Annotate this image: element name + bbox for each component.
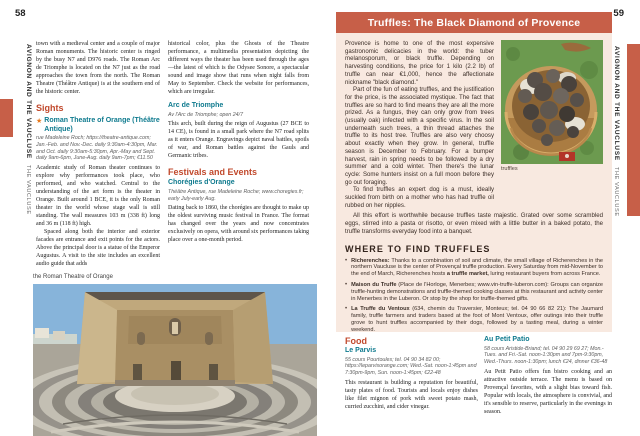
chapter-title-vertical: AVIGNON AND THE VAUCLUSE (25, 44, 32, 159)
intro-paragraph: town with a medieval center and a couple of major Roman monuments. The historic center is ringed by the busy N7 and D976 roads. The Roman Arc de Triomphe is located on the N7 just as the road approaches the town from the north. The Roman Theatre (Théâtre Antique) is at the southern end of the historic center. (36, 41, 160, 95)
chapter-title-vertical: AVIGNON AND THE VAUCLUSE (613, 46, 620, 161)
truffle-p4: All this effort is worthwhile because truffles taste majestic. Grated over some scrambled eggs, stirred into a pasta or risotto, or even mixed with a little butter in a baked potato, the truffle transforms everyday food into a banquet. (345, 212, 603, 235)
bullet-body: (Place de l'Horloge, Menerbes; www.vin-truffe-luberon.com): Groups can organize truffle-hunting demonstrations and truffle-themed cooking classes at this restaurant and activity center in Menerbes in the Luberon. Or stop by the shop for truffle-themed gifts. (351, 281, 603, 302)
photo-caption-truffles: truffles (501, 166, 518, 172)
roman-theatre-photo (33, 284, 317, 436)
bullet-lead: La Truffe du Ventoux (351, 306, 410, 313)
left-page-column-2 (168, 40, 309, 244)
arc-body: This arch, built during the reign of Augustus (27 BCE to 14 CE), is found in a small park where the N7 road splits as it enters Orange. Engravings depict naval battles, spoils of war, and Roman battles against the Gauls and Germanic tribes. (168, 121, 309, 160)
arc-details: Av l'Arc de Triomphe; open 24/7 (168, 111, 244, 118)
truffle-p2: Part of the fun of eating truffles, and the justification for the price, is the associated mystique. The fact that truffles are so hard to find means they are all the more prized. As a fungus, they can only grow from trees (usually oak) infected with a specific virus. In the soil underneath such trees, a thin thread attaches the truffle to its host tree. Truffles are also very choosy about exactly when they grow. In general, truffle season is December to February. For a bumper harvest, rain in spring needs to be followed by a dry summer and a cold winter. Then there's the lunar cycle: Some hunters insist on a full moon before they go out foraging. (345, 86, 494, 186)
left-page-column-1 (36, 40, 160, 268)
bullet-icon: • (345, 257, 348, 264)
section-title-vertical: THE VAUCLUSE (25, 165, 31, 216)
where-to-find-truffles-heading: WHERE TO FIND TRUFFLES (345, 243, 491, 254)
chapter-tab-right (627, 44, 640, 216)
listing-details: rue Madeleine Roch; https://theatre-antique.com; Jan.-Feb. and Nov.-Dec. daily 9:30am-4:30pm, Mar. and Oct. daily 9:30am-5:30pm, Apr.-May and Sept. daily 9am-6pm, June-Aug. daily 9am-7pm; €11.50 (36, 135, 158, 162)
bullet-body-end: luring restaurant buyers from across France. (488, 271, 601, 278)
restaurant-au-petit-patio-heading: Au Petit Patio (484, 336, 530, 343)
au-petit-patio-body: Au Petit Patio offers fun bistro cooking and an attractive outside terrace. The menu is based on Provençal favorites, with a slight bias toward fish. Popular with locals, the atmosphere is convivial, and it's sensible to reserve, particularly in the evenings in season. (484, 368, 612, 415)
bullet-la-truffe-du-ventoux (345, 306, 603, 332)
listing-roman-theatre (36, 117, 160, 134)
bullet-bold-inline: a truffle market, (446, 271, 489, 278)
listing-title: Roman Theatre of Orange (Théâtre Antique) (44, 117, 160, 133)
bullet-lead: Maison du Truffe (351, 281, 397, 288)
choregies-heading: Chorégies d'Orange (168, 179, 235, 187)
food-column-left (345, 336, 478, 411)
continuation-paragraph: historical color, plus the Ghosts of the Theatre performance, a multimedia presentation depicting the different ways the theater has been used through the ages—the latest of which is the Odysee Sonore, a spectacular sound and image show that runs when night falls from May to September. Check the website for performances, which are irregular. (168, 41, 309, 95)
section-title-vertical: THE VAUCLUSE (613, 167, 619, 218)
arc-de-triomphe-heading: Arc de Triomphe (168, 102, 224, 109)
bullet-body: Thanks to a combination of soil and climate, the small village of Richerenches in the northern Vaucluse is the center of Provençal truffle production. Every Saturday from mid-November to the end of March, Richerenches hosts (351, 257, 603, 278)
sidebar-chapter-label-left (19, 44, 37, 215)
bullet-maison-du-truffe (345, 282, 603, 302)
truffles-illustration (501, 40, 603, 164)
restaurant-le-parvis-heading: Le Parvis (345, 347, 377, 354)
bullet-richerenches (345, 258, 603, 278)
le-parvis-body: This restaurant is building a reputation for beautiful, tasty plates of food. Tourists and locals enjoy dishes like filet mignon of pork with sweet potato mash, curried zucchini, and cider vinegar. (345, 379, 478, 410)
truffle-p3: To find truffles an expert dog is a must, ideally suckled from birth on a mother who has had truffle oil rubbed on her nipples. (345, 186, 494, 209)
truffles-photo (501, 40, 603, 164)
le-parvis-details: 55 cours Pourtoules; tel. 04 90 34 82 00; https://leparvisorange.com; Wed.-Sat. noon-1:45pm and 7:30pm-9pm, Sun. noon-1:45pm; €22-48 (345, 356, 477, 377)
truffle-feature-box (336, 12, 612, 332)
photo-caption-roman-theatre: the Roman Theatre of Orange (33, 274, 113, 280)
sights-heading: Sights (36, 103, 64, 113)
truffle-p1: Provence is home to one of the most expensive gastronomic delicacies in the world: the tuber melanosporum, or black truffle. Depending on harvesting conditions, the price for 1 kilo (2.2 lb) of truffle can near €1,000, hence the affectionate nickname "black diamond." (345, 40, 494, 86)
au-petit-patio-details: 58 cours Aristide-Briand; tel. 04 90 29 69 27; Mon.-Tues. and Fri.-Sat. noon-1:30pm and 7pm-9:30pm, Wed.-Thurs. noon-1:30pm; lunch €24, dinner €36-48 (484, 345, 608, 366)
chapter-tab-left (0, 99, 13, 137)
food-column-right (484, 336, 612, 416)
bullet-icon: • (345, 281, 348, 288)
choregies-body: Dating back to 1860, the chorégies are thought to make up the oldest surviving music festival in France. The format has changed over the years and now concentrates exclusively on opera, with around six performances taking place over a one-month period. (168, 205, 309, 244)
page-number-left: 58 (15, 8, 26, 19)
bullet-icon: • (345, 306, 348, 313)
page-number-right: 59 (613, 8, 624, 19)
roman-theatre-illustration (33, 284, 317, 436)
choregies-details: Théâtre Antique, rue Madeleine Roche; www.choregies.fr; early July-early Aug. (168, 188, 304, 202)
feature-box-title: Truffles: The Black Diamond of Provence (367, 16, 581, 29)
listing-body-p1: Academic study of Roman theater continues to explore why performances took place, who performed, and who watched. Central to the understanding of the art form is the theater in Orange. Built around 1 BCE, it is the only Roman theater in the world whose stage wall is still standing. The wall measures 103 m (338 ft) long and 36 m (118 ft) high. (36, 165, 160, 228)
feature-box-title-bar (336, 12, 612, 33)
top-pick-star-icon: ★ (36, 117, 43, 125)
truffle-photo-column (501, 40, 603, 209)
food-heading: Food (345, 336, 367, 346)
truffle-intro-column (345, 40, 494, 209)
listing-body-p2: Spaced along both the interior and exterior facades are entrance and exit points for the actors. Above the principal door is a statue of the Emperor Augustus. A visit to the site includes an excellent audio guide that adds (36, 229, 160, 268)
bullet-lead: Richerenches: (351, 257, 390, 264)
bullet-body: (634, chemin du Traversier, Monteux; tel. 04 90 66 82 21): The Jaumard family, truffle farmers and traders based at the foot of Mont Ventoux, offer outings into their truffle grove to hunt truffles accompanied by their dogs, followed by a tasting meal, during a winter weekend. (351, 306, 603, 332)
festivals-heading: Festivals and Events (168, 167, 258, 178)
